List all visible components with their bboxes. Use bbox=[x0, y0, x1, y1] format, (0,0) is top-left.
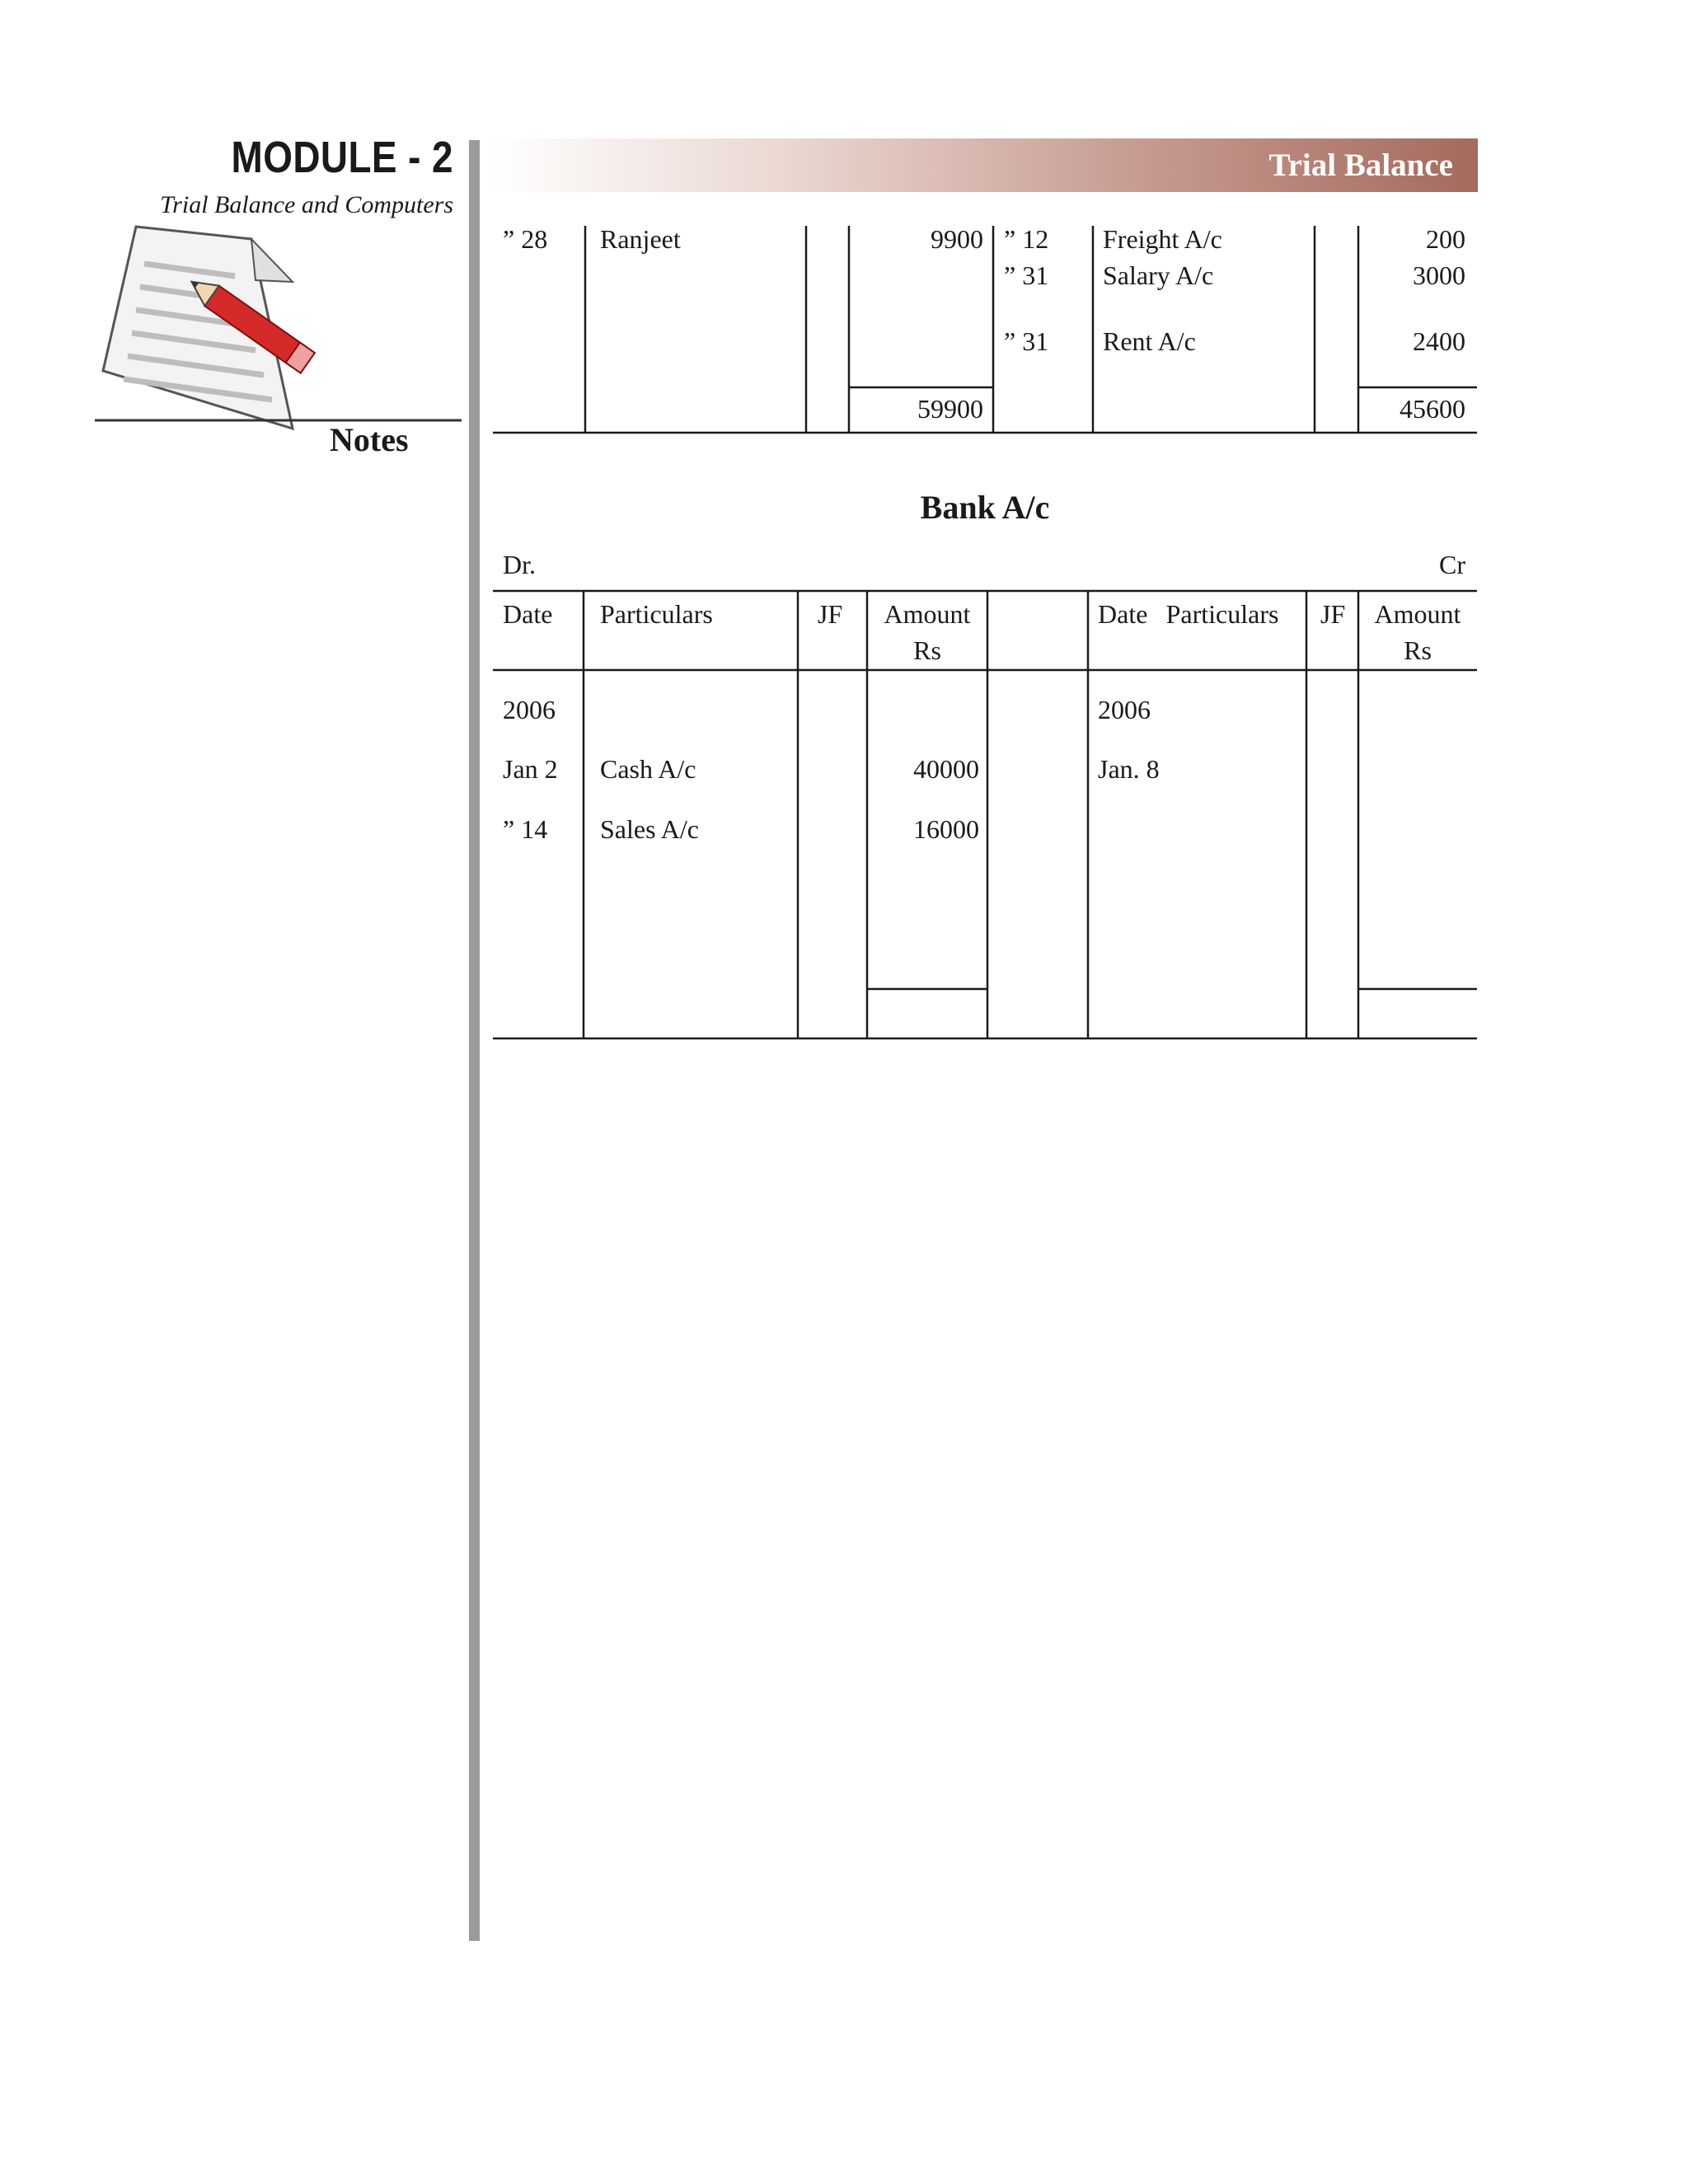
continued-right-particulars: Freight A/c bbox=[1103, 224, 1222, 254]
year: 2006 bbox=[503, 695, 556, 724]
header-band bbox=[490, 138, 1478, 192]
continued-right-amount: 2400 bbox=[1413, 326, 1465, 356]
ledger-continued-lines bbox=[493, 223, 1477, 437]
continued-right-date: ” 12 bbox=[1004, 224, 1049, 254]
continued-date: ” 28 bbox=[503, 224, 548, 254]
cr-label: Cr bbox=[1439, 550, 1465, 579]
year: 2006 bbox=[1098, 695, 1151, 724]
ledger-bank bbox=[493, 548, 1477, 1043]
col-amount: Amount bbox=[884, 599, 971, 629]
continued-right-date: ” 31 bbox=[1004, 260, 1049, 290]
continued-left-total: 59900 bbox=[917, 394, 983, 424]
entry-amount: 40000 bbox=[913, 754, 979, 784]
dr-label: Dr. bbox=[503, 550, 536, 579]
continued-particulars: Ranjeet bbox=[600, 224, 681, 254]
entry-particulars: Cash A/c bbox=[600, 754, 696, 784]
col-date: Date bbox=[1098, 599, 1148, 629]
continued-right-particulars: Salary A/c bbox=[1103, 260, 1214, 290]
continued-right-amount: 200 bbox=[1426, 224, 1465, 254]
col-amount: Amount bbox=[1374, 599, 1461, 629]
col-rs: Rs bbox=[1404, 635, 1432, 665]
col-date: Date bbox=[503, 599, 553, 629]
ledger-continued bbox=[493, 223, 1477, 437]
notes-label: Notes bbox=[330, 421, 409, 458]
col-particulars: Particulars bbox=[1165, 599, 1279, 629]
continued-right-total: 45600 bbox=[1400, 394, 1465, 424]
continued-amount: 9900 bbox=[931, 224, 983, 254]
entry-amount: 16000 bbox=[913, 814, 979, 844]
col-jf: JF bbox=[818, 599, 843, 629]
col-particulars: Particulars bbox=[600, 599, 713, 629]
notes-illustration bbox=[95, 223, 466, 462]
entry-date: Jan 2 bbox=[503, 754, 558, 784]
bank-title: Bank A/c bbox=[920, 489, 1050, 526]
col-rs: Rs bbox=[913, 635, 941, 665]
continued-right-date: ” 31 bbox=[1004, 326, 1049, 356]
header-title: Trial Balance bbox=[1268, 148, 1453, 183]
module-title: MODULE - 2 bbox=[231, 133, 453, 182]
continued-right-amount: 3000 bbox=[1413, 260, 1465, 290]
module-subtitle: Trial Balance and Computers bbox=[160, 191, 453, 218]
sidebar-divider bbox=[469, 140, 480, 1941]
entry-particulars: Sales A/c bbox=[600, 814, 699, 844]
entry-date: Jan. 8 bbox=[1098, 754, 1160, 784]
col-jf: JF bbox=[1320, 599, 1346, 629]
entry-date: ” 14 bbox=[503, 814, 548, 844]
continued-right-particulars: Rent A/c bbox=[1103, 326, 1196, 356]
